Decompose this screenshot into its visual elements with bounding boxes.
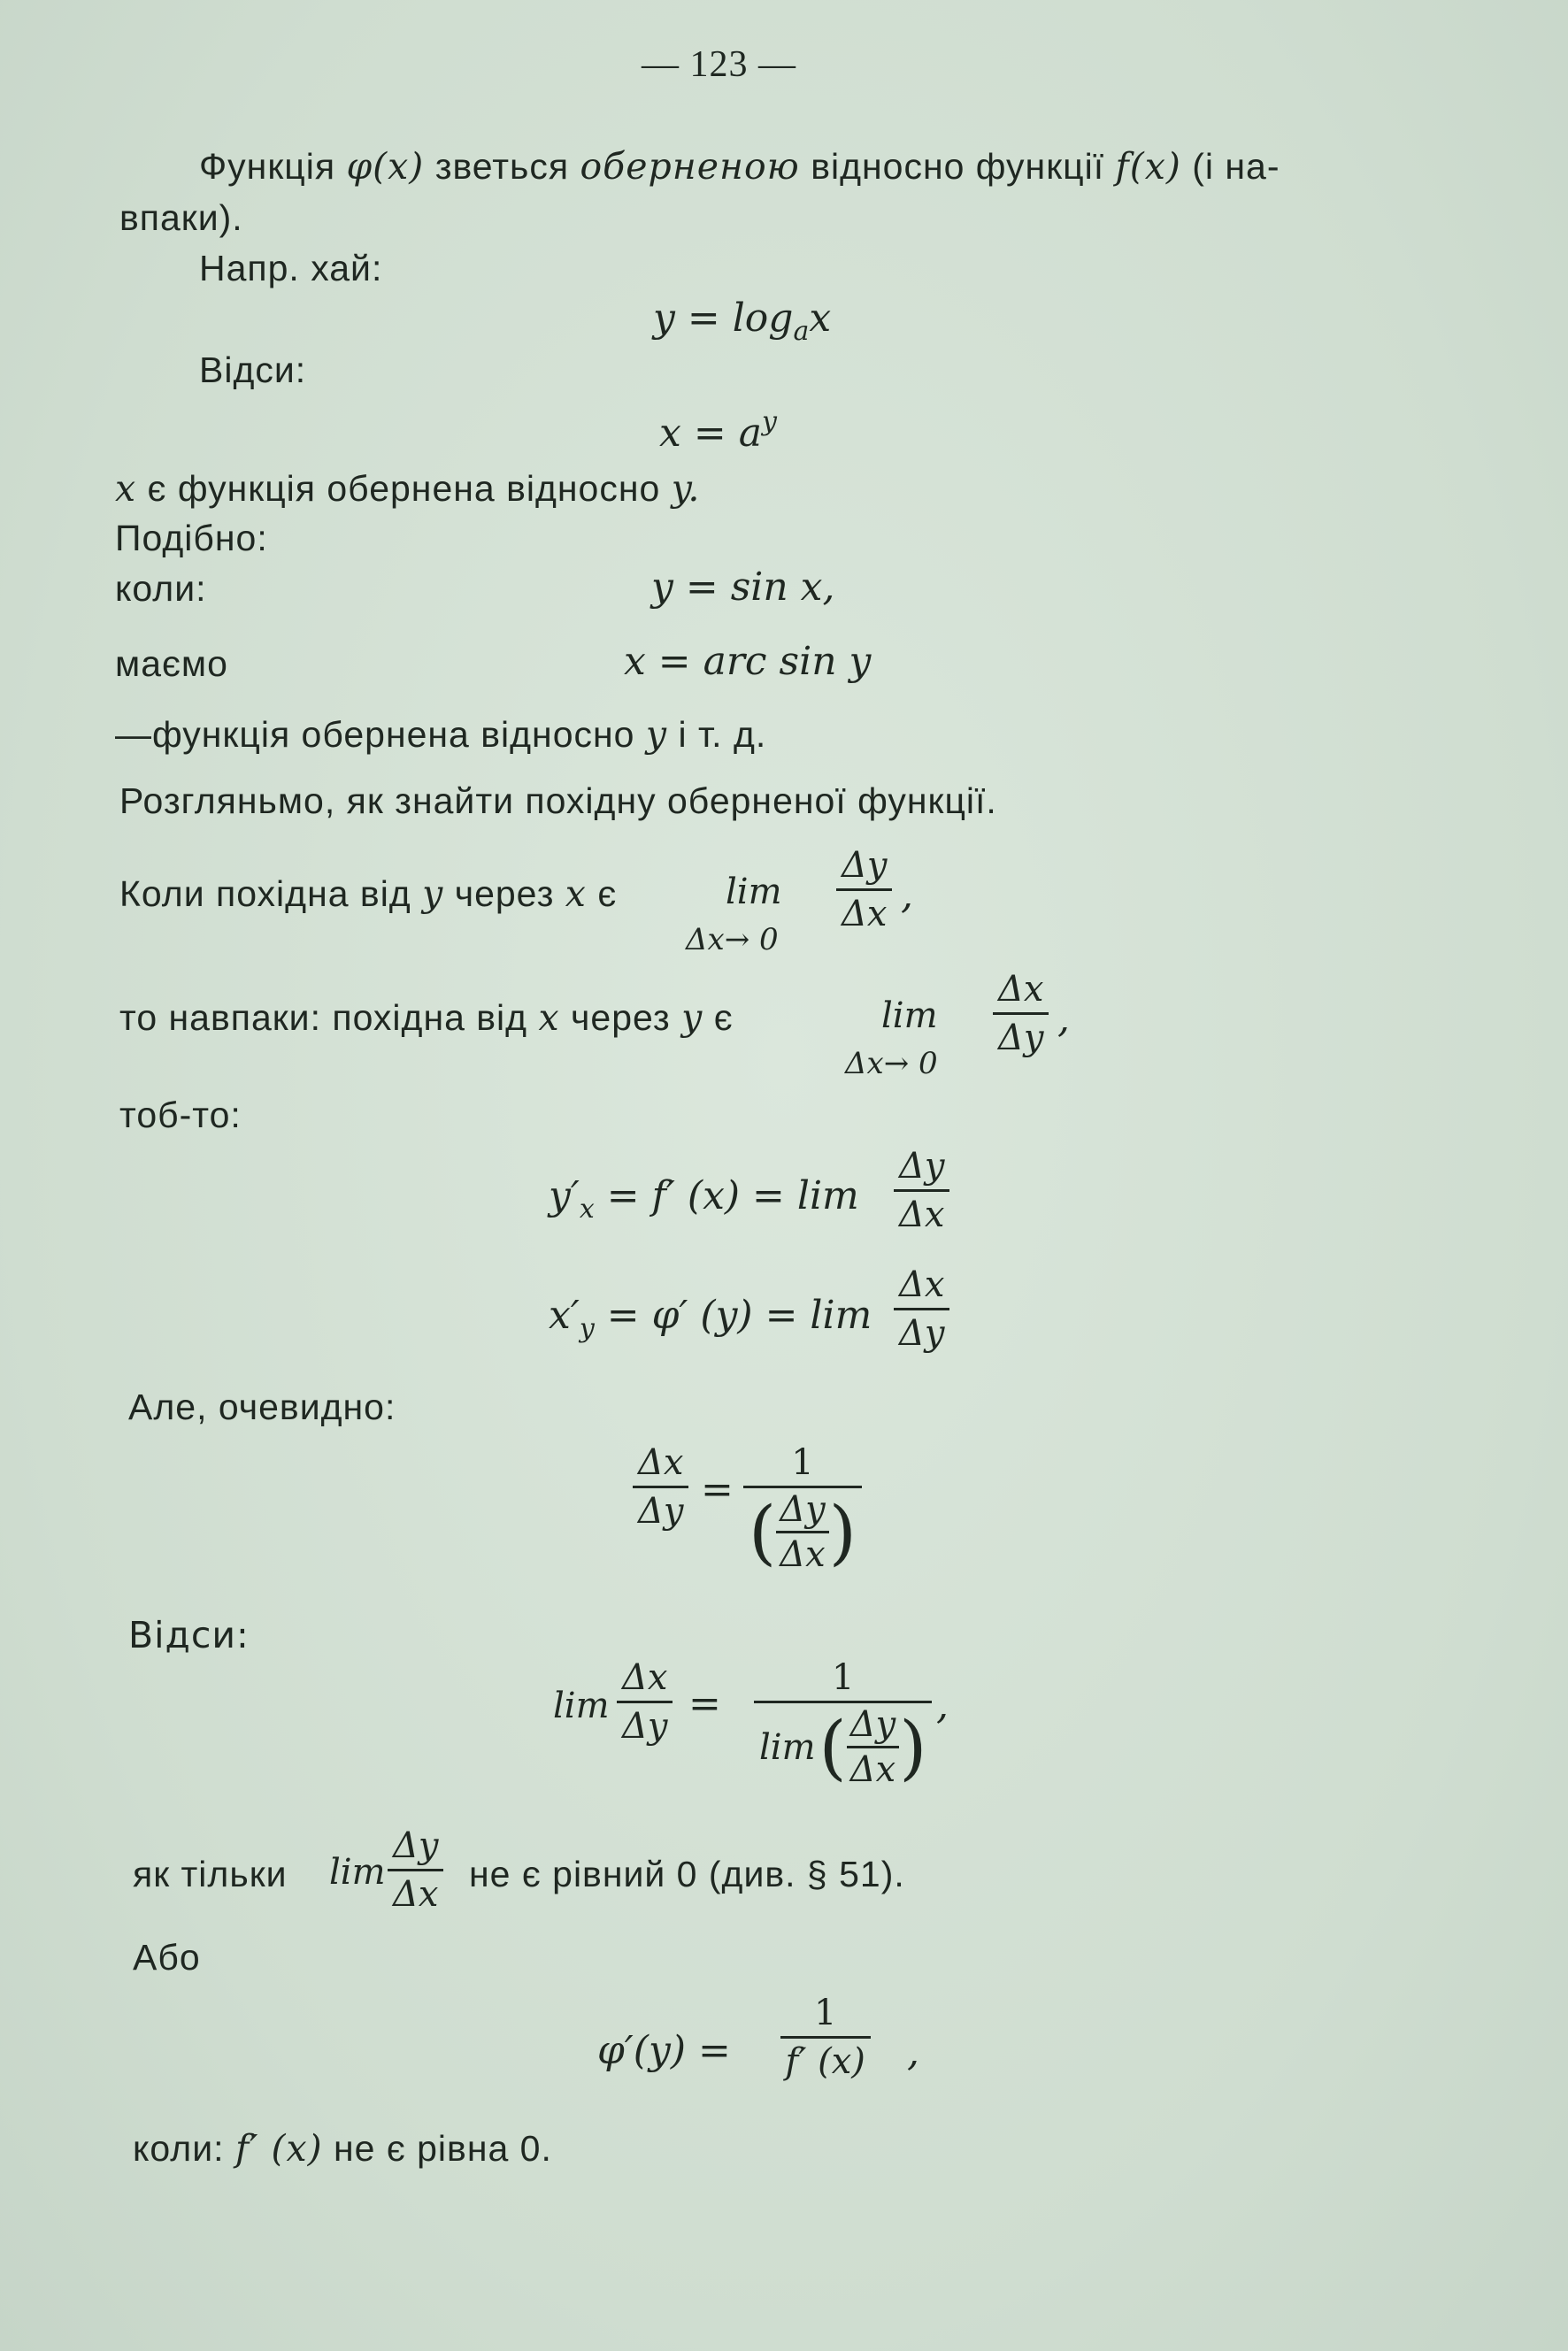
text: Функція <box>199 146 336 187</box>
paragraph-or: Або <box>133 1937 201 1978</box>
paragraph-hence: Відси: <box>128 1614 250 1656</box>
paragraph-we-have: маємо <box>115 643 228 684</box>
fraction-dy-dx: $\frac{\Delta y}{\Delta x}$ <box>836 848 892 932</box>
formula-log: $y = \log_ax$ <box>653 296 832 347</box>
fraction-dx-dy: $\frac{\Delta x}{\Delta y}$ <box>993 972 1049 1056</box>
fraction-one-over-f-prime: $\frac{1}{f' (x)}$ <box>761 1995 889 2079</box>
fraction-dx-dy: $\frac{\Delta x}{\Delta y}$ <box>894 1267 949 1351</box>
fraction-one-over-lim: 1 lim ( Δy Δx ) <box>734 1660 951 1787</box>
lim-word: lim <box>329 1852 386 1893</box>
paragraph-when: коли: <box>115 568 207 609</box>
formula-y-prime: $y'_x = f'$ (x) = lim <box>549 1173 859 1225</box>
text: (і на- <box>1192 146 1280 187</box>
paragraph-when-f-nonzero: коли: f′ (x) не є рівна 0. <box>133 2127 552 2170</box>
fraction-dy-dx: $\frac{\Delta y}{\Delta x}$ <box>894 1149 949 1233</box>
formula-exp: $x = a^y$ <box>659 406 777 456</box>
paragraph-x-inverse: x є функція обернена відносно y. <box>115 467 701 510</box>
paragraph-but-obviously: Але, очевидно: <box>128 1387 396 1427</box>
formula-phi-prime: φ′(y) = <box>597 2028 731 2073</box>
fraction-dx-dy: $\frac{\Delta x}{\Delta y}$ <box>633 1445 688 1529</box>
formula-arcsin: x = arc sin y <box>624 639 872 684</box>
lim-word: lim <box>726 872 782 912</box>
paragraph-derivative-x: то навпаки: похідна від x через y є <box>119 996 734 1039</box>
equals-sign: = <box>701 1467 734 1512</box>
equals-sign: = <box>688 1681 721 1726</box>
lim-subscript: Δx→ 0 <box>686 922 779 957</box>
paragraph-consider: Розгляньмо, як знайти похідну оберненої функції. <box>119 780 997 821</box>
paragraph-similarly: Подібно: <box>115 518 268 558</box>
formula-phi: φ(x) <box>346 145 425 188</box>
paragraph-derivative-y: Коли похідна від y через x є <box>119 872 618 915</box>
fraction-dy-dx: $\frac{\Delta y}{\Delta x}$ <box>388 1828 443 1912</box>
formula-sin: y = sin x, <box>651 565 835 610</box>
paragraph-not-zero: не є рівний 0 (див. § 51). <box>469 1854 905 1894</box>
comma: , <box>936 1683 949 1728</box>
comma: , <box>901 872 913 918</box>
formula-f: f(x) <box>1115 145 1181 188</box>
paragraph-line: впаки). <box>119 197 243 238</box>
paragraph-function-inverse: —функція обернена відносно y і т. д. <box>115 713 767 756</box>
paragraph-hence: Відси: <box>199 350 307 390</box>
comma: , <box>907 2030 919 2075</box>
lim-subscript: Δx→ 0 <box>845 1046 938 1081</box>
paragraph-as-long-as: як тільки <box>133 1854 288 1894</box>
text: зветься <box>434 146 570 187</box>
fraction-dx-dy: $\frac{\Delta x}{\Delta y}$ <box>617 1660 673 1744</box>
text: відносно функції <box>811 146 1105 187</box>
fraction-one-over-ratio: 1 ( Δy Δx ) <box>743 1445 862 1572</box>
text-emphasis: оберненою <box>580 145 800 188</box>
formula-x-prime: $x'_y = \varphi'$ (y) = lim <box>549 1293 872 1344</box>
lim-word: lim <box>881 995 938 1036</box>
paragraph-inverse-definition <box>199 145 1280 188</box>
lim-word: lim <box>553 1686 610 1726</box>
comma: , <box>1057 996 1070 1041</box>
paragraph-that-is: тоб-то: <box>119 1095 242 1135</box>
page-number: — 123 — <box>642 44 796 85</box>
paragraph-example: Напр. хай: <box>199 248 383 288</box>
